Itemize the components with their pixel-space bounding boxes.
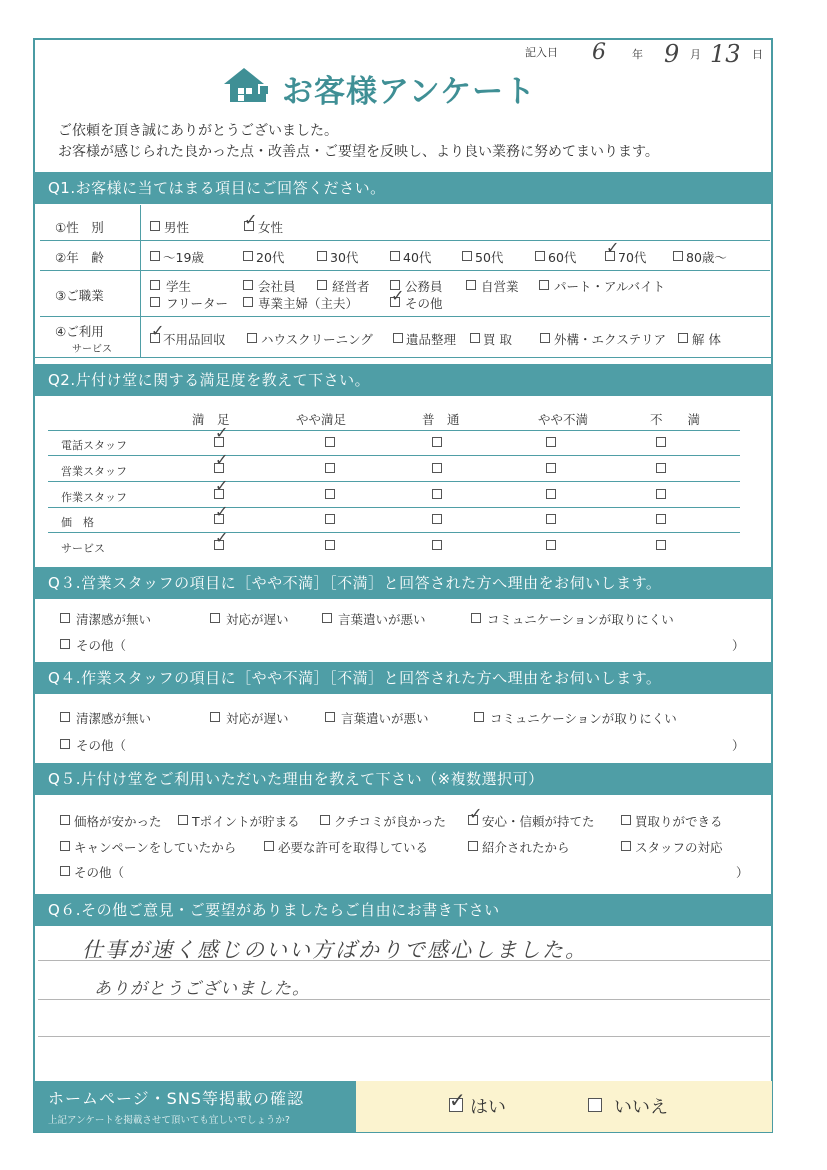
year-value: 6 bbox=[592, 40, 606, 65]
checkmark-icon: ✓ bbox=[391, 286, 405, 305]
gender-option: 女性 bbox=[258, 220, 284, 235]
checkbox-reason[interactable] bbox=[322, 613, 332, 623]
checkbox-age[interactable] bbox=[243, 251, 253, 261]
checkbox-rating[interactable] bbox=[432, 463, 442, 473]
checkbox-reason[interactable] bbox=[471, 613, 481, 623]
checkbox-rating[interactable] bbox=[325, 463, 335, 473]
satisfaction-column: やや満足 bbox=[296, 412, 347, 427]
checkmark-icon: ✓ bbox=[606, 238, 620, 257]
checkbox-rating[interactable] bbox=[546, 514, 556, 524]
reason-option: スタッフの対応 bbox=[635, 840, 723, 855]
checkbox-age[interactable] bbox=[673, 251, 683, 261]
intro-line-2: お客様が感じられた良かった点・改善点・ご要望を反映し、より良い業務に努めてまいります。 bbox=[58, 144, 659, 160]
year-unit: 年 bbox=[632, 48, 643, 61]
checkmark-icon: ✓ bbox=[215, 423, 229, 442]
checkbox-reason[interactable] bbox=[60, 815, 70, 825]
reason-option: 安心・信頼が持てた bbox=[482, 814, 595, 829]
footer-title: ホームページ・SNS等掲載の確認 bbox=[48, 1089, 304, 1108]
checkbox-service[interactable] bbox=[540, 333, 550, 343]
month-value: 9 bbox=[664, 40, 680, 68]
checkbox-service[interactable] bbox=[393, 333, 403, 343]
reason-option: コミュニケーションが取りにくい bbox=[490, 711, 677, 726]
checkmark-icon: ✓ bbox=[469, 804, 483, 823]
checkbox-age[interactable] bbox=[390, 251, 400, 261]
footer-subtitle: 上記アンケートを掲載させて頂いても宜しいでしょうか? bbox=[48, 1115, 290, 1126]
other-close: ） bbox=[736, 865, 749, 880]
day-unit: 日 bbox=[752, 48, 763, 61]
checkmark-icon: ✓ bbox=[215, 528, 229, 547]
checkbox-rating[interactable] bbox=[656, 514, 666, 524]
service-option: 解 体 bbox=[692, 332, 721, 347]
job-option: 専業主婦（主夫） bbox=[258, 296, 359, 311]
satisfaction-column: 普 通 bbox=[422, 412, 460, 427]
checkmark-icon: ✓ bbox=[151, 321, 165, 340]
checkbox-rating[interactable] bbox=[325, 489, 335, 499]
job-option: パート・アルバイト bbox=[554, 279, 666, 294]
month-unit: 月 bbox=[690, 48, 701, 61]
checkbox-rating[interactable] bbox=[432, 437, 442, 447]
service-option: 遺品整理 bbox=[406, 332, 457, 347]
checkbox-job[interactable] bbox=[243, 280, 253, 290]
satisfaction-row-label: サービス bbox=[61, 542, 105, 555]
job-option: 自営業 bbox=[481, 279, 519, 294]
checkmark-icon: ✓ bbox=[244, 210, 258, 229]
age-option: ～19歳 bbox=[163, 250, 204, 265]
checkmark-icon: ✓ bbox=[449, 1088, 466, 1112]
checkbox-reason[interactable] bbox=[60, 841, 70, 851]
age-option: 30代 bbox=[330, 250, 359, 265]
answer-yes: はい bbox=[470, 1097, 506, 1118]
reason-option: 紹介されたから bbox=[482, 840, 570, 855]
satisfaction-row-label: 電話スタッフ bbox=[61, 439, 127, 452]
checkbox-rating[interactable] bbox=[325, 437, 335, 447]
service-sublabel: サービス bbox=[72, 344, 112, 355]
checkbox-job[interactable] bbox=[317, 280, 327, 290]
q4-title: Q４.作業スタッフの項目に［やや不満］［不満］と回答された方へ理由をお伺いします。 bbox=[34, 662, 772, 694]
reason-option: コミュニケーションが取りにくい bbox=[487, 612, 674, 627]
age-option: 80歳～ bbox=[686, 250, 727, 265]
checkbox-job[interactable] bbox=[150, 297, 160, 307]
age-option: 40代 bbox=[403, 250, 432, 265]
checkbox-rating[interactable] bbox=[546, 540, 556, 550]
checkbox-age[interactable] bbox=[317, 251, 327, 261]
gender-option: 男性 bbox=[164, 220, 190, 235]
checkbox-rating[interactable] bbox=[325, 540, 335, 550]
checkbox-reason[interactable] bbox=[468, 841, 478, 851]
checkbox-rating[interactable] bbox=[656, 463, 666, 473]
checkbox-reason[interactable] bbox=[474, 712, 484, 722]
intro-line-1: ご依頼を頂き誠にありがとうございました。 bbox=[58, 123, 338, 139]
checkbox-no[interactable] bbox=[588, 1098, 602, 1112]
checkbox-reason[interactable] bbox=[60, 613, 70, 623]
q5-title: Q５.片付け堂をご利用いただいた理由を教えて下さい（※複数選択可） bbox=[34, 763, 772, 795]
checkbox-rating[interactable] bbox=[432, 540, 442, 550]
reason-option: 価格が安かった bbox=[74, 814, 162, 829]
checkbox-rating[interactable] bbox=[656, 540, 666, 550]
q6-title: Q６.その他ご意見・ご要望がありましたらご自由にお書き下さい bbox=[34, 894, 772, 926]
answer-no: いいえ bbox=[614, 1097, 668, 1118]
other-label: その他（ bbox=[76, 738, 127, 753]
footer-answer-panel bbox=[356, 1081, 772, 1132]
checkbox-service[interactable] bbox=[470, 333, 480, 343]
job-label: ③ご職業 bbox=[55, 288, 104, 303]
reason-option: Tポイントが貯まる bbox=[192, 814, 300, 829]
checkbox-job[interactable] bbox=[539, 280, 549, 290]
other-close: ） bbox=[732, 738, 745, 753]
checkbox-reason[interactable] bbox=[210, 712, 220, 722]
job-option: 経営者 bbox=[332, 279, 370, 294]
reason-option: 清潔感が無い bbox=[76, 612, 152, 627]
reason-option: 買取りができる bbox=[635, 814, 723, 829]
age-option: 70代 bbox=[618, 250, 647, 265]
service-label: ④ご利用 bbox=[55, 324, 104, 339]
reason-option: 対応が遅い bbox=[226, 711, 289, 726]
checkbox-reason[interactable] bbox=[325, 712, 335, 722]
job-option: 会社員 bbox=[258, 279, 296, 294]
service-option: 買 取 bbox=[483, 332, 512, 347]
reason-option: 必要な許可を取得している bbox=[278, 840, 429, 855]
checkbox-rating[interactable] bbox=[656, 437, 666, 447]
job-option: 学生 bbox=[166, 279, 192, 294]
satisfaction-row-label: 営業スタッフ bbox=[61, 465, 127, 478]
checkbox-job[interactable] bbox=[243, 297, 253, 307]
day-value: 13 bbox=[710, 40, 741, 68]
checkbox-other[interactable] bbox=[60, 866, 70, 876]
date-label: 記入日 bbox=[525, 46, 558, 59]
house-logo-icon bbox=[222, 64, 270, 108]
checkbox-reason[interactable] bbox=[60, 712, 70, 722]
satisfaction-column: 不 満 bbox=[650, 412, 701, 427]
reason-option: 言葉遣いが悪い bbox=[338, 612, 426, 627]
satisfaction-column: やや不満 bbox=[538, 412, 589, 427]
reason-option: 清潔感が無い bbox=[76, 711, 152, 726]
q3-title: Q３.営業スタッフの項目に［やや不満］［不満］と回答された方へ理由をお伺いします。 bbox=[34, 567, 772, 599]
service-option: ハウスクリーニング bbox=[261, 332, 373, 347]
other-close: ） bbox=[732, 638, 745, 653]
checkbox-rating[interactable] bbox=[656, 489, 666, 499]
job-option: 公務員 bbox=[405, 279, 443, 294]
other-label: その他（ bbox=[74, 865, 125, 880]
satisfaction-row-label: 作業スタッフ bbox=[61, 491, 127, 504]
checkbox-other[interactable] bbox=[60, 639, 70, 649]
reason-option: クチコミが良かった bbox=[334, 814, 447, 829]
checkbox-reason[interactable] bbox=[320, 815, 330, 825]
checkbox-rating[interactable] bbox=[432, 489, 442, 499]
checkbox-job[interactable] bbox=[466, 280, 476, 290]
checkbox-rating[interactable] bbox=[432, 514, 442, 524]
age-option: 20代 bbox=[256, 250, 285, 265]
checkbox-reason[interactable] bbox=[210, 613, 220, 623]
checkbox-reason[interactable] bbox=[621, 841, 631, 851]
other-label: その他（ bbox=[76, 638, 127, 653]
checkbox-age[interactable] bbox=[535, 251, 545, 261]
gender-label: ①性 別 bbox=[55, 220, 104, 235]
page-title: お客様アンケート bbox=[282, 74, 537, 110]
age-option: 50代 bbox=[475, 250, 504, 265]
checkbox-age[interactable] bbox=[150, 251, 160, 261]
satisfaction-column: 満 足 bbox=[192, 412, 230, 427]
checkbox-rating[interactable] bbox=[546, 489, 556, 499]
checkbox-service[interactable] bbox=[678, 333, 688, 343]
checkbox-job[interactable] bbox=[150, 280, 160, 290]
checkbox-rating[interactable] bbox=[325, 514, 335, 524]
reason-option: 言葉遣いが悪い bbox=[341, 711, 429, 726]
job-option: その他 bbox=[405, 296, 443, 311]
age-option: 60代 bbox=[548, 250, 577, 265]
age-label: ②年 齢 bbox=[55, 250, 104, 265]
job-option: フリーター bbox=[166, 296, 229, 311]
checkbox-male[interactable] bbox=[150, 221, 160, 231]
comment-line-1: 仕事が速く感じのいい方ばかりで感心しました。 bbox=[82, 938, 588, 962]
reason-option: 対応が遅い bbox=[226, 612, 289, 627]
service-option: 外構・エクステリア bbox=[554, 332, 667, 347]
checkmark-icon: ✓ bbox=[215, 502, 229, 521]
service-option: 不用品回収 bbox=[163, 332, 226, 347]
satisfaction-row-label: 価 格 bbox=[61, 516, 94, 529]
checkbox-service[interactable] bbox=[247, 333, 257, 343]
checkbox-age[interactable] bbox=[462, 251, 472, 261]
checkbox-rating[interactable] bbox=[546, 463, 556, 473]
checkmark-icon: ✓ bbox=[215, 450, 229, 469]
checkbox-rating[interactable] bbox=[546, 437, 556, 447]
checkbox-reason[interactable] bbox=[621, 815, 631, 825]
reason-option: キャンペーンをしていたから bbox=[74, 840, 237, 855]
checkbox-other[interactable] bbox=[60, 739, 70, 749]
checkbox-reason[interactable] bbox=[178, 815, 188, 825]
q1-title: Q1.お客様に当てはまる項目にご回答ください。 bbox=[34, 172, 772, 204]
checkmark-icon: ✓ bbox=[215, 476, 229, 495]
checkbox-reason[interactable] bbox=[264, 841, 274, 851]
comment-line-2: ありがとうございました。 bbox=[94, 979, 310, 999]
q2-title: Q2.片付け堂に関する満足度を教えて下さい。 bbox=[34, 364, 772, 396]
